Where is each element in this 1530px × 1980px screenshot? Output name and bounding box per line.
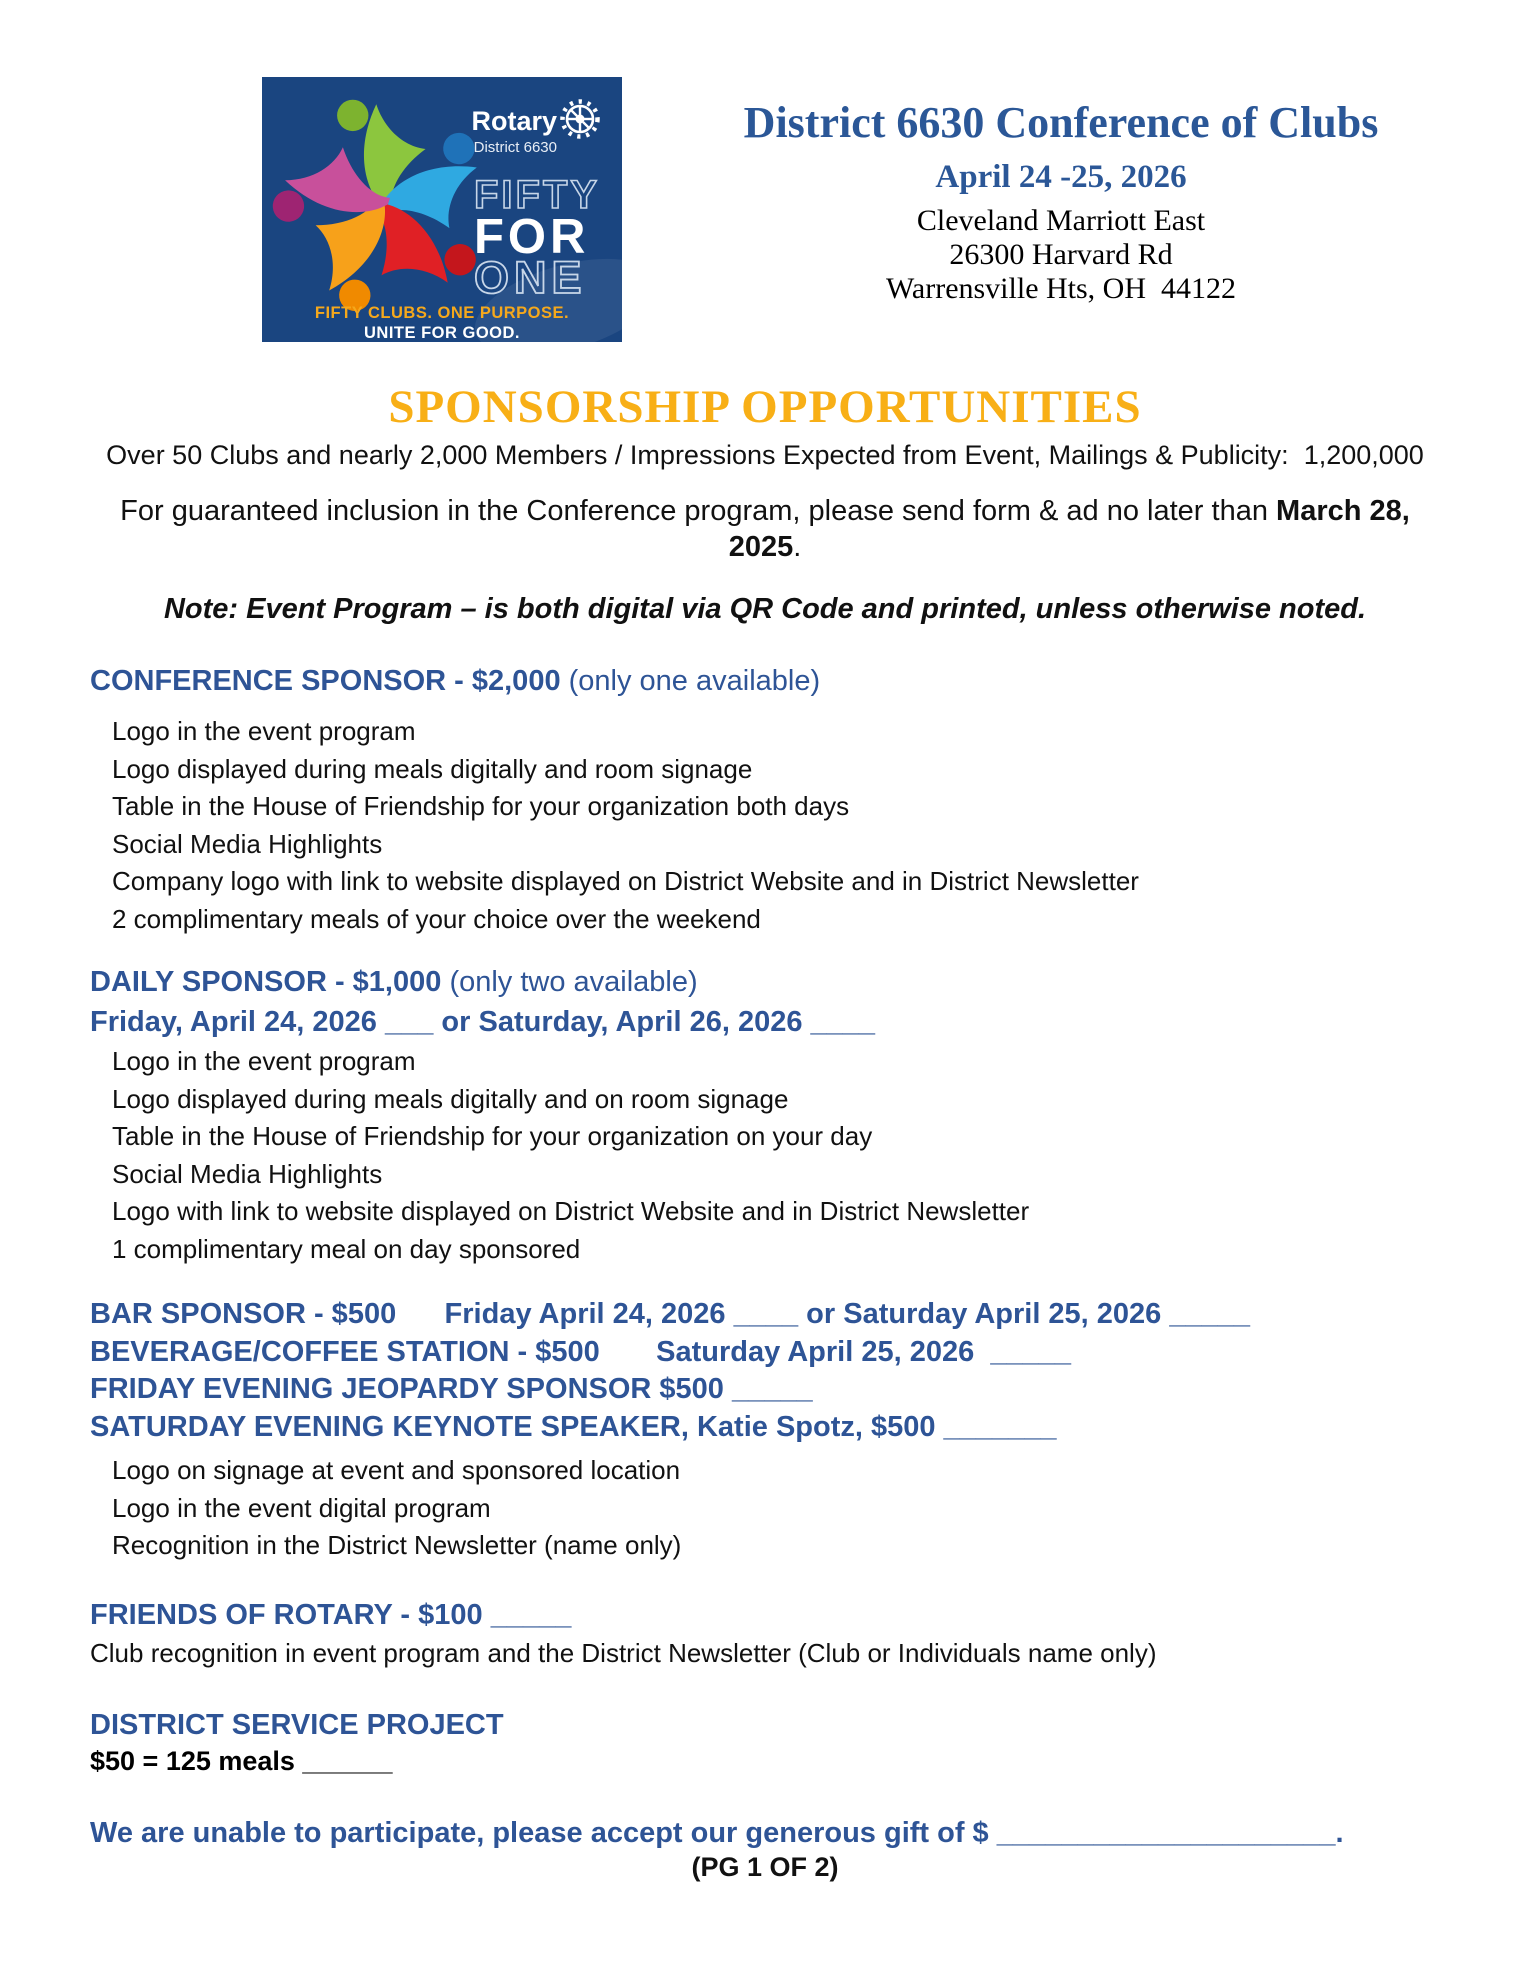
friends-of-rotary-title: FRIENDS OF ROTARY - $100 _____ xyxy=(90,1598,572,1631)
rotary-wordmark: Rotary xyxy=(471,106,557,136)
header-venue: Cleveland Marriott East xyxy=(916,204,1206,238)
friends-of-rotary-heading xyxy=(90,1597,1440,1633)
program-note: Note: Event Program – is both digital via QR Code and printed, unless otherwise noted. xyxy=(163,593,1367,625)
daily-sponsor-title: DAILY SPONSOR - $1,000 xyxy=(90,966,450,998)
conference-benefit-item: Table in the House of Friendship for your organization both days xyxy=(112,791,850,821)
deadline-line xyxy=(90,493,1440,565)
event-sponsor-benefit-item: Logo on signage at event and sponsored location xyxy=(112,1455,681,1485)
daily-benefit-item: Social Media Highlights xyxy=(112,1158,383,1189)
logo-tagline-1: FIFTY CLUBS. ONE PURPOSE. xyxy=(314,304,570,322)
conference-sponsor-title: CONFERENCE SPONSOR - $2,000 xyxy=(90,665,569,697)
bar-sponsor-line: BAR SPONSOR - $500 Friday April 24, 2026 ____ or Saturday April 25, 2026 _____ xyxy=(90,1298,1251,1330)
sponsorship-heading: SPONSORSHIP OPPORTUNITIES xyxy=(388,381,1142,433)
page-footer: (PG 1 OF 2) xyxy=(691,1851,839,1882)
header-street: 26300 Harvard Rd xyxy=(949,238,1173,272)
event-sponsor-benefit-list xyxy=(90,1452,1440,1565)
district-service-heading xyxy=(90,1707,1440,1743)
meals-line: $50 = 125 meals ______ xyxy=(90,1745,393,1776)
logo-tagline-2: UNITE FOR GOOD. xyxy=(364,324,520,342)
logo-for-text: FOR xyxy=(474,210,590,264)
conference-sponsor-qualifier: (only one available) xyxy=(568,665,821,697)
daily-benefit-item: Table in the House of Friendship for your organization on your day xyxy=(112,1121,873,1151)
impressions-line: Over 50 Clubs and nearly 2,000 Members / Impressions Expected from Event, Mailings & Publicity: 1,200,000 xyxy=(106,440,1424,470)
event-sponsor-benefit-item: Logo in the event digital program xyxy=(112,1492,491,1523)
conference-sponsor-heading xyxy=(90,663,1440,699)
document-header xyxy=(0,0,1530,342)
gift-line: We are unable to participate, please accept our generous gift of $ _____________________. xyxy=(90,1816,1344,1849)
daily-benefit-item: Logo in the event program xyxy=(112,1046,416,1076)
header-text-block xyxy=(622,77,1530,342)
document-body xyxy=(0,382,1530,1883)
logo-fifty-text: FIFTY xyxy=(474,173,601,217)
deadline-line-prefix: For guaranteed inclusion in the Conference program, please send form & ad no later than xyxy=(120,495,1277,527)
rotary-fifty-for-one-logo xyxy=(262,77,622,342)
daily-benefit-list xyxy=(90,1043,1440,1268)
keynote-speaker-line: SATURDAY EVENING KEYNOTE SPEAKER, Katie Spotz, $500 _______ xyxy=(90,1410,1057,1443)
header-title: District 6630 Conference of Clubs xyxy=(743,98,1379,147)
rotary-district-label: District 6630 xyxy=(473,139,557,156)
daily-benefit-item: Logo displayed during meals digitally and on room signage xyxy=(112,1083,789,1114)
deadline-date: March 28, 2025 xyxy=(728,495,1410,563)
daily-benefit-item: 1 complimentary meal on day sponsored xyxy=(112,1233,581,1264)
conference-benefit-item: Social Media Highlights xyxy=(112,828,383,859)
header-city: Warrensville Hts, OH 44122 xyxy=(885,272,1237,306)
daily-sponsor-dates-line: Friday, April 24, 2026 ___ or Saturday, April 26, 2026 ____ xyxy=(90,1006,876,1038)
daily-benefit-item: Logo with link to website displayed on District Website and in District Newsletter xyxy=(112,1196,1030,1226)
conference-benefit-item: Company logo with link to website displayed on District Website and in District Newsletter xyxy=(112,866,1139,896)
jeopardy-sponsor-line: FRIDAY EVENING JEOPARDY SPONSOR $500 _____ xyxy=(90,1373,813,1405)
event-sponsor-block xyxy=(90,1296,1440,1446)
conference-benefit-list xyxy=(90,713,1440,938)
conference-benefit-item: Logo displayed during meals digitally and room signage xyxy=(112,753,753,784)
daily-sponsor-heading xyxy=(90,964,1440,1000)
logo-one-text: ONE xyxy=(474,252,587,303)
daily-sponsor-qualifier: (only two available) xyxy=(449,966,698,998)
district-service-title: DISTRICT SERVICE PROJECT xyxy=(90,1708,504,1741)
header-dates: April 24 -25, 2026 xyxy=(935,159,1187,196)
conference-benefit-item: Logo in the event program xyxy=(112,716,416,746)
friends-description: Club recognition in event program and the District Newsletter (Club or Individuals name only) xyxy=(90,1637,1157,1668)
conference-benefit-item: 2 complimentary meals of your choice over the weekend xyxy=(112,903,761,934)
beverage-station-line: BEVERAGE/COFFEE STATION - $500 Saturday April 25, 2026 _____ xyxy=(90,1335,1071,1368)
deadline-line-suffix: . xyxy=(793,531,802,563)
event-sponsor-benefit-item: Recognition in the District Newsletter (name only) xyxy=(112,1530,682,1560)
